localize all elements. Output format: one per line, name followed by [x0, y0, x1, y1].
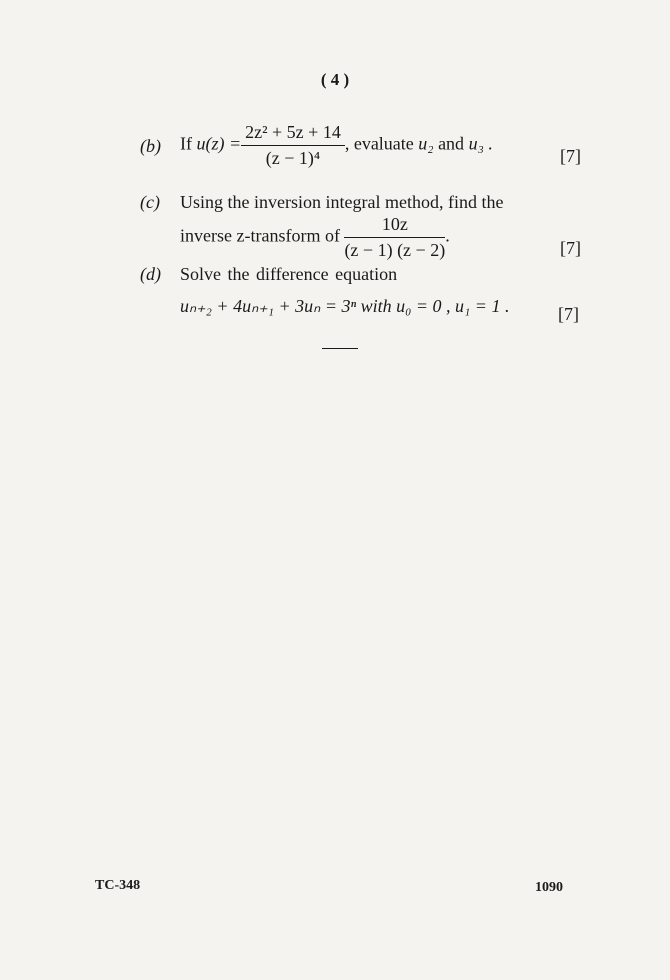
question-b-marks: [7] [560, 146, 581, 166]
question-c-line1: Using the inversion integral method, find the [180, 192, 504, 212]
question-b-suffix: , evaluate [344, 133, 414, 154]
question-c-line2 [180, 214, 450, 261]
footer-number: 1090 [535, 880, 563, 895]
question-b-prefix: If [180, 133, 192, 154]
question-c-denominator: (z − 1) (z − 2) [344, 240, 446, 260]
question-c-marks: [7] [560, 238, 581, 258]
question-c-label: (c) [140, 192, 160, 212]
question-d-equation: uₙ₊₂ + 4uₙ₊₁ + 3uₙ = 3ⁿ with u₀ = 0 , u₁ = 1 . [180, 296, 510, 316]
question-b-denominator: (z − 1)⁴ [265, 148, 321, 168]
question-c-numerator: 10z [344, 214, 445, 238]
question-b-lhs: u(z) = [196, 133, 242, 154]
question-b-label: (b) [140, 136, 161, 156]
question-c-line2-prefix: inverse z-transform of [180, 225, 340, 246]
question-b-numerator: 2z² + 5z + 14 [241, 122, 345, 146]
footer-code: TC-348 [95, 878, 141, 893]
question-c-end: . [445, 225, 450, 246]
page-number: ( 4 ) [320, 70, 350, 89]
question-b [180, 122, 493, 169]
question-b-var2: u₃ . [468, 133, 493, 154]
question-d-label: (d) [140, 264, 161, 284]
question-b-fraction [241, 122, 345, 169]
question-d-marks: [7] [558, 304, 579, 324]
question-d-line1: Solve the difference equation [180, 264, 398, 284]
question-b-and: and [438, 133, 465, 154]
end-rule [322, 348, 358, 349]
question-b-var1: u₂ [418, 133, 434, 154]
question-c-fraction [344, 214, 445, 261]
